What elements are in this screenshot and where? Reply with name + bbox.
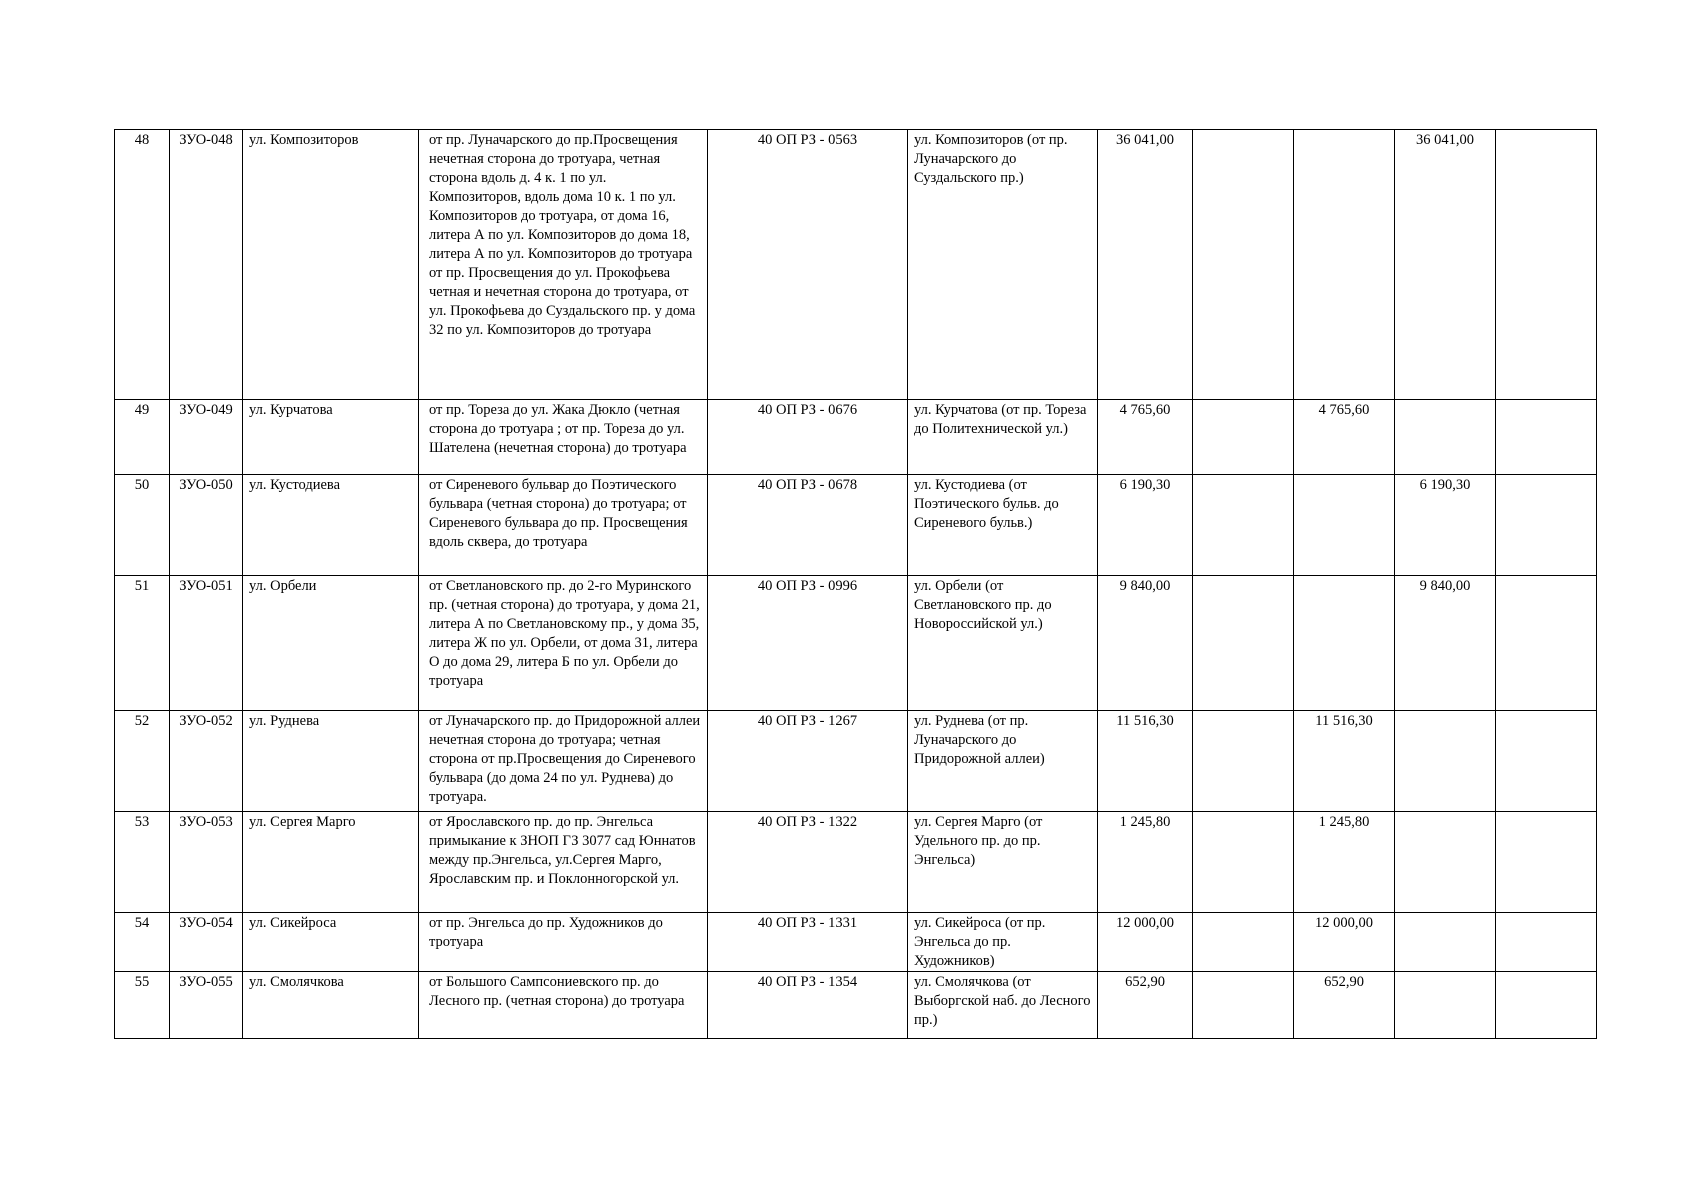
- area-column-3: [1395, 711, 1496, 812]
- zone-code: ЗУО-051: [170, 576, 243, 711]
- section-description: от Луначарского пр. до Придорожной аллеи нечетная сторона до тротуара; четная сторона от пр.Просвещения до Сиреневого бульвара (до дома 24 по ул. Руднева) до тротуара.: [419, 711, 708, 812]
- area-column-1: [1193, 972, 1294, 1039]
- zone-code: ЗУО-049: [170, 400, 243, 475]
- road-name: ул. Руднева (от пр. Луначарского до Придорожной аллеи): [908, 711, 1098, 812]
- area-column-2: [1294, 130, 1395, 400]
- area-column-3: 36 041,00: [1395, 130, 1496, 400]
- area-column-2: [1294, 576, 1395, 711]
- road-name: ул. Сикейроса (от пр. Энгельса до пр. Художников): [908, 913, 1098, 972]
- section-description: от пр. Энгельса до пр. Художников до тротуара: [419, 913, 708, 972]
- area-column-4: [1496, 576, 1597, 711]
- road-registry-number: 40 ОП РЗ - 1331: [708, 913, 908, 972]
- area-column-1: [1193, 576, 1294, 711]
- row-number: 49: [115, 400, 170, 475]
- zone-code: ЗУО-052: [170, 711, 243, 812]
- street-name: ул. Курчатова: [243, 400, 419, 475]
- area-column-4: [1496, 913, 1597, 972]
- section-description: от Ярославского пр. до пр. Энгельса примыкание к ЗНОП ГЗ 3077 сад Юннатов между пр.Энгельса, ул.Сергея Марго, Ярославским пр. и Поклонногорской ул.: [419, 812, 708, 913]
- street-name: ул. Сергея Марго: [243, 812, 419, 913]
- section-description: от пр. Тореза до ул. Жака Дюкло (четная сторона до тротуара ; от пр. Тореза до ул. Шателена (нечетная сторона) до тротуара: [419, 400, 708, 475]
- row-number: 53: [115, 812, 170, 913]
- area-column-1: [1193, 475, 1294, 576]
- street-name: ул. Кустодиева: [243, 475, 419, 576]
- table-row: [115, 913, 1597, 972]
- street-name: ул. Сикейроса: [243, 913, 419, 972]
- zone-code: ЗУО-048: [170, 130, 243, 400]
- area-total: 12 000,00: [1098, 913, 1193, 972]
- street-name: ул. Руднева: [243, 711, 419, 812]
- area-column-3: [1395, 913, 1496, 972]
- road-registry-number: 40 ОП РЗ - 1267: [708, 711, 908, 812]
- row-number: 55: [115, 972, 170, 1039]
- area-column-2: 12 000,00: [1294, 913, 1395, 972]
- street-name: ул. Смолячкова: [243, 972, 419, 1039]
- area-column-3: [1395, 972, 1496, 1039]
- area-total: 9 840,00: [1098, 576, 1193, 711]
- road-name: ул. Кустодиева (от Поэтического бульв. до Сиреневого бульв.): [908, 475, 1098, 576]
- table-row: [115, 576, 1597, 711]
- area-column-1: [1193, 400, 1294, 475]
- zones-table: [114, 129, 1597, 1039]
- table-row: [115, 400, 1597, 475]
- road-registry-number: 40 ОП РЗ - 0563: [708, 130, 908, 400]
- road-name: ул. Композиторов (от пр. Луначарского до Суздальского пр.): [908, 130, 1098, 400]
- section-description: от Большого Сампсониевского пр. до Лесного пр. (четная сторона) до тротуара: [419, 972, 708, 1039]
- area-column-4: [1496, 400, 1597, 475]
- table-body: [115, 130, 1597, 1039]
- zone-code: ЗУО-054: [170, 913, 243, 972]
- area-column-2: [1294, 475, 1395, 576]
- street-name: ул. Композиторов: [243, 130, 419, 400]
- section-description: от пр. Луначарского до пр.Просвещения нечетная сторона до тротуара, четная сторона вдоль д. 4 к. 1 по ул. Композиторов, вдоль дома 10 к. 1 по ул. Композиторов до тротуара, от дома 16, литера А по ул. Композиторов до дома 18, литера А по ул. Композиторов до тротуара от пр. Просвещения до ул. Прокофьева четная и нечетная сторона до тротуара, от ул. Прокофьева до Суздальского пр. у дома 32 по ул. Композиторов до тротуара: [419, 130, 708, 400]
- section-description: от Сиреневого бульвар до Поэтического бульвара (четная сторона) до тротуара; от Сиреневого бульвара до пр. Просвещения вдоль сквера, до тротуара: [419, 475, 708, 576]
- row-number: 52: [115, 711, 170, 812]
- section-description: от Светлановского пр. до 2-го Муринского пр. (четная сторона) до тротуара, у дома 21, литера А по Светлановскому пр., у дома 35, литера Ж по ул. Орбели, от дома 31, литера О до дома 29, литера Б по ул. Орбели до тротуара: [419, 576, 708, 711]
- road-name: ул. Курчатова (от пр. Тореза до Политехнической ул.): [908, 400, 1098, 475]
- table-row: [115, 812, 1597, 913]
- area-column-3: [1395, 400, 1496, 475]
- area-column-2: 652,90: [1294, 972, 1395, 1039]
- road-name: ул. Сергея Марго (от Удельного пр. до пр. Энгельса): [908, 812, 1098, 913]
- area-total: 652,90: [1098, 972, 1193, 1039]
- area-column-2: 1 245,80: [1294, 812, 1395, 913]
- area-column-2: 11 516,30: [1294, 711, 1395, 812]
- zone-code: ЗУО-050: [170, 475, 243, 576]
- row-number: 51: [115, 576, 170, 711]
- zone-code: ЗУО-053: [170, 812, 243, 913]
- area-column-2: 4 765,60: [1294, 400, 1395, 475]
- road-registry-number: 40 ОП РЗ - 1354: [708, 972, 908, 1039]
- area-total: 11 516,30: [1098, 711, 1193, 812]
- area-total: 36 041,00: [1098, 130, 1193, 400]
- road-registry-number: 40 ОП РЗ - 0996: [708, 576, 908, 711]
- row-number: 54: [115, 913, 170, 972]
- table-row: [115, 475, 1597, 576]
- road-name: ул. Смолячкова (от Выборгской наб. до Лесного пр.): [908, 972, 1098, 1039]
- area-column-4: [1496, 711, 1597, 812]
- road-registry-number: 40 ОП РЗ - 0678: [708, 475, 908, 576]
- road-registry-number: 40 ОП РЗ - 0676: [708, 400, 908, 475]
- area-total: 6 190,30: [1098, 475, 1193, 576]
- area-column-3: 9 840,00: [1395, 576, 1496, 711]
- row-number: 50: [115, 475, 170, 576]
- area-column-1: [1193, 812, 1294, 913]
- street-name: ул. Орбели: [243, 576, 419, 711]
- zone-code: ЗУО-055: [170, 972, 243, 1039]
- road-name: ул. Орбели (от Светлановского пр. до Новороссийской ул.): [908, 576, 1098, 711]
- table-row: [115, 972, 1597, 1039]
- area-column-4: [1496, 812, 1597, 913]
- area-column-4: [1496, 972, 1597, 1039]
- area-column-1: [1193, 130, 1294, 400]
- area-column-1: [1193, 711, 1294, 812]
- area-column-3: 6 190,30: [1395, 475, 1496, 576]
- area-total: 4 765,60: [1098, 400, 1193, 475]
- table-row: [115, 711, 1597, 812]
- area-column-4: [1496, 130, 1597, 400]
- area-column-1: [1193, 913, 1294, 972]
- row-number: 48: [115, 130, 170, 400]
- table-row: [115, 130, 1597, 400]
- area-total: 1 245,80: [1098, 812, 1193, 913]
- area-column-3: [1395, 812, 1496, 913]
- area-column-4: [1496, 475, 1597, 576]
- road-registry-number: 40 ОП РЗ - 1322: [708, 812, 908, 913]
